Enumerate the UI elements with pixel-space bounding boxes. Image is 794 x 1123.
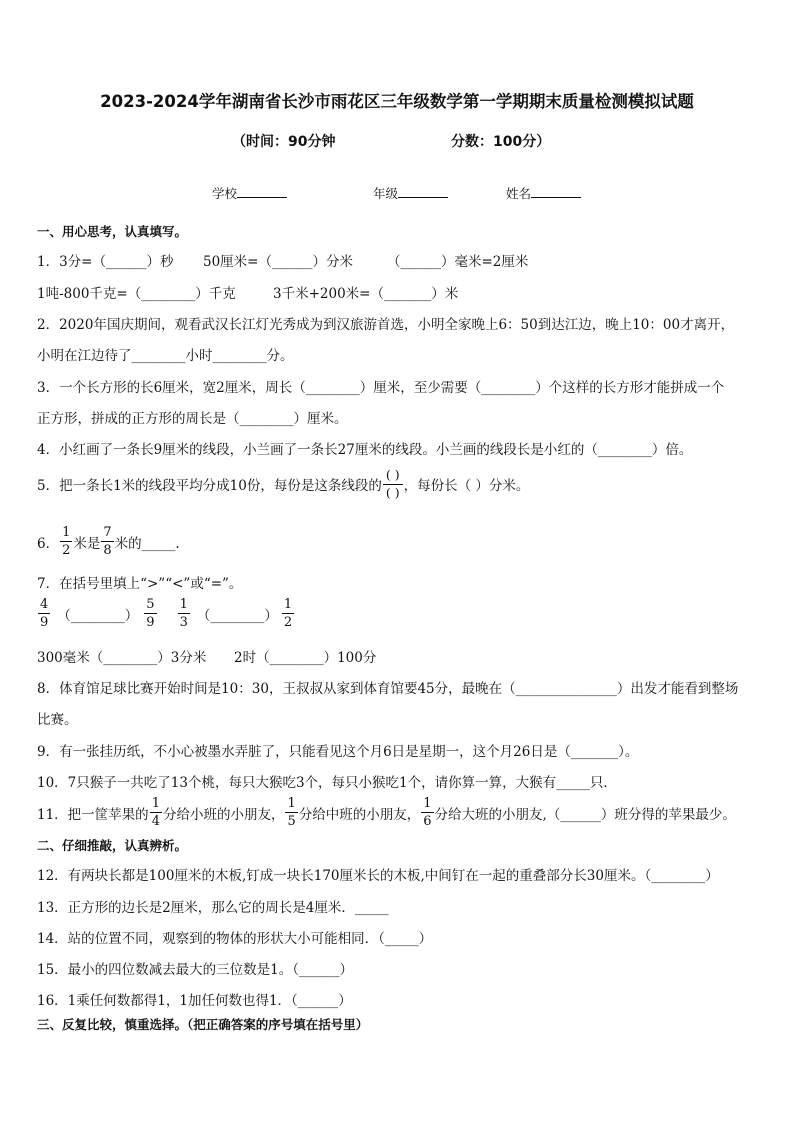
fraction-numerator: 1 — [287, 796, 296, 811]
section-heading-1: 一、用心思考，认真填写。 — [37, 224, 188, 239]
section-heading-2: 二、仔细推敲，认真辨析。 — [37, 838, 188, 853]
fraction-1-2 — [60, 526, 72, 557]
fraction-7-8 — [101, 526, 113, 557]
exam-score: 分数：100分） — [451, 134, 551, 150]
question-1-c: （______）毫米=2厘米 — [387, 254, 529, 270]
fraction-denominator: 6 — [423, 814, 432, 829]
question-1-a: 1．3分=（______）秒 — [37, 254, 174, 270]
question-11-text-3: 分给大班的小朋友,（______）班分得的苹果最少。 — [434, 806, 736, 823]
fraction-denominator: 5 — [287, 814, 296, 829]
fraction-numerator: 1 — [179, 597, 188, 612]
question-11-prefix: 11．把一筐苹果的 — [37, 806, 149, 823]
question-8-line-2: 比赛。 — [37, 712, 78, 728]
question-5-suffix: ，每份长（ ）分米。 — [403, 478, 530, 494]
fraction-denominator: 3 — [179, 615, 188, 630]
question-7: 7．在括号里填上“>”“<”或“=”。 — [37, 576, 243, 592]
compare-blank-2[interactable]: （________） — [196, 607, 278, 624]
fraction-numerator: 1 — [62, 525, 71, 540]
exam-time: （时间：90分钟 — [232, 134, 336, 150]
question-3-line-1: 3．一个长方形的长6厘米，宽2厘米，周长（________）厘米，至少需要（________）个这样的长方形才能拼成一个 — [37, 380, 725, 396]
school-label: 学校 — [212, 186, 238, 201]
question-12: 12．有两块长都是100厘米的木板,钉成一块长170厘米长的木板,中间钉在一起的重叠部分长30厘米。（________） — [37, 868, 719, 884]
question-11-text-1: 分给小班的小朋友， — [162, 806, 285, 823]
fraction-denominator: 2 — [62, 543, 71, 558]
exam-title: 2023-2024学年湖南省长沙市雨花区三年级数学第一学期期末质量检测模拟试题 — [100, 92, 694, 111]
question-6-prefix: 6． — [37, 535, 60, 552]
question-3-line-2: 正方形，拼成的正方形的周长是（________）厘米。 — [37, 411, 348, 427]
question-7-line-3b: 2时（________）100分 — [234, 650, 377, 666]
question-5-fraction-blank[interactable] — [383, 469, 403, 499]
question-2-line-2: 小明在江边待了________小时________分。 — [37, 348, 294, 364]
question-15: 15．最小的四位数减去最大的三位数是1。（______） — [37, 962, 354, 978]
fraction-4-9 — [38, 598, 50, 629]
name-label: 姓名 — [506, 186, 532, 201]
fraction-1-6 — [421, 797, 433, 828]
question-10: 10．7只猴子一共吃了13个桃，每只大猴吃3个，每只小猴吃1个，请你算一算，大猴有_____只． — [37, 775, 617, 791]
fraction-denominator: ( ) — [385, 484, 400, 500]
fraction-numerator: 5 — [146, 597, 155, 612]
fraction-numerator: 1 — [151, 796, 160, 811]
grade-blank[interactable] — [398, 183, 448, 198]
question-6-middle: 米是 — [73, 535, 101, 552]
compare-blank-1[interactable]: （________） — [57, 607, 139, 624]
question-8-line-1: 8．体育馆足球比赛开始时间是10：30，王叔叔从家到体育馆要45分，最晚在（_______________）出发才能看到整场 — [37, 681, 739, 697]
question-14: 14．站的位置不同，观察到的物体的形状大小可能相同．（_____） — [37, 931, 433, 947]
fraction-1-3 — [178, 598, 190, 629]
name-field — [506, 183, 581, 202]
question-13: 13．正方形的边长是2厘米，那么它的周长是4厘米．_____ — [37, 900, 389, 916]
question-4: 4．小红画了一条长9厘米的线段，小兰画了一条长27厘米的线段。小兰画的线段长是小红的（________）倍。 — [37, 442, 693, 458]
question-5 — [37, 469, 529, 499]
fraction-denominator: 2 — [283, 615, 293, 630]
fraction-denominator: 4 — [151, 814, 160, 829]
fraction-1-4 — [150, 797, 162, 828]
fraction-denominator: 8 — [103, 543, 112, 558]
question-16: 16．1乘任何数都得1，1加任何数也得1．（______） — [37, 993, 352, 1009]
question-11 — [37, 797, 736, 828]
question-9: 9．有一张挂历纸，不小心被墨水弄脏了，只能看见这个月6日是星期一，这个月26日是（_______）。 — [37, 744, 639, 760]
name-blank[interactable] — [531, 183, 581, 198]
fraction-denominator: 9 — [40, 615, 49, 630]
question-7-line-3a: 300毫米（________）3分米 — [37, 650, 207, 666]
fraction-numerator: ( ) — [383, 469, 403, 485]
question-6-suffix: 米的_____. — [114, 535, 180, 552]
question-5-prefix: 5．把一条长1米的线段平均分成10份，每份是这条线段的 — [37, 478, 382, 494]
fraction-1-2 — [282, 598, 294, 629]
fraction-5-9 — [144, 598, 156, 629]
question-2-line-1: 2．2020年国庆期间，观看武汉长江灯光秀成为到汉旅游首选，小明全家晚上6：50到达江边，晚上10：00才离开， — [37, 317, 735, 333]
fraction-numerator: 7 — [103, 525, 112, 540]
question-1-e: 3千米+200米=（_______）米 — [273, 286, 459, 302]
fraction-denominator: 9 — [146, 615, 155, 630]
fraction-numerator: 1 — [423, 796, 432, 811]
fraction-1-5 — [285, 797, 297, 828]
question-1-d: 1吨-800千克=（________）千克 — [37, 286, 236, 302]
grade-label: 年级 — [373, 186, 399, 201]
question-1-b: 50厘米=（______）分米 — [203, 254, 353, 270]
question-6 — [37, 526, 180, 557]
school-field — [212, 183, 287, 202]
school-blank[interactable] — [237, 183, 287, 198]
question-7-fractions — [37, 598, 295, 629]
question-11-text-2: 分给中班的小朋友， — [298, 806, 421, 823]
fraction-numerator: 1 — [283, 597, 293, 612]
grade-field — [373, 183, 448, 202]
fraction-numerator: 4 — [40, 597, 49, 612]
section-heading-3: 三、反复比较，慎重选择。（把正确答案的序号填在括号里） — [37, 1017, 369, 1032]
